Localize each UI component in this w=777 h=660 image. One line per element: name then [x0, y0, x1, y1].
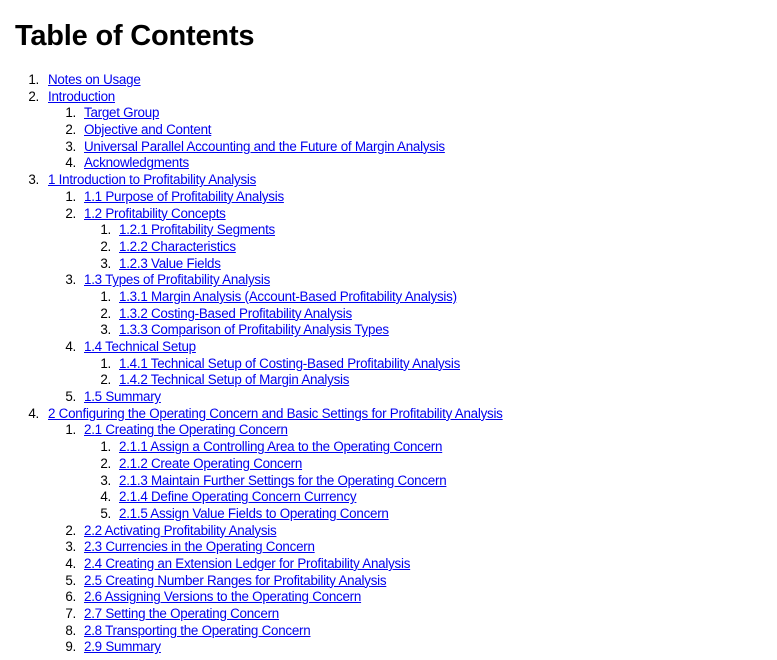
toc-entry	[0, 256, 777, 273]
toc-entry-number: 8.	[65, 622, 76, 638]
toc-entry-link[interactable]: 2.3 Currencies in the Operating Concern	[84, 539, 315, 555]
toc-entry-number: 5.	[100, 505, 111, 521]
page-title: Table of Contents	[15, 20, 255, 52]
toc-entry-number: 1.	[100, 222, 111, 238]
toc-entry-link[interactable]: 2.1.2 Create Operating Concern	[119, 455, 303, 471]
toc-entry-number: 3.	[100, 255, 111, 271]
toc-entry	[0, 172, 777, 189]
toc-entry-number: 1.	[100, 355, 111, 371]
toc-entry-link[interactable]: Acknowledgments	[84, 155, 189, 171]
toc-entry-number: 3.	[65, 138, 76, 154]
toc-entry	[0, 639, 777, 656]
toc-entry	[0, 105, 777, 122]
toc-entry-link[interactable]: 1.4 Technical Setup	[84, 339, 196, 354]
toc-entry	[0, 606, 777, 623]
toc-entry-number: 7.	[65, 606, 76, 621]
toc-entry	[0, 72, 777, 89]
toc-entry-link[interactable]: 2.6 Assigning Versions to the Operating Concern	[84, 589, 362, 605]
toc-entry	[0, 339, 777, 356]
toc-entry-number: 2.	[65, 522, 76, 538]
toc-entry-link[interactable]: 1.3.2 Costing-Based Profitability Analysis	[119, 305, 352, 321]
toc-entry	[0, 523, 777, 540]
toc-entry-number: 3.	[100, 472, 111, 488]
toc-entry-number: 1.	[65, 105, 76, 121]
toc-entry-link[interactable]: 1 Introduction to Profitability Analysis	[48, 172, 257, 188]
toc-entry-number: 2.	[100, 372, 111, 388]
toc-entry	[0, 239, 777, 256]
toc-entry-link[interactable]: 2.1.5 Assign Value Fields to Operating Concern	[119, 505, 389, 521]
toc-entry-number: 3.	[28, 172, 39, 188]
toc-entry-link[interactable]: 1.1 Purpose of Profitability Analysis	[84, 188, 284, 204]
toc-entry	[0, 539, 777, 556]
toc-entry	[0, 422, 777, 439]
toc-entry-link[interactable]: 1.4.1 Technical Setup of Costing-Based Profitability Analysis	[119, 355, 461, 371]
toc-entry	[0, 489, 777, 506]
toc-entry-link[interactable]: 1.3.3 Comparison of Profitability Analysis Types	[119, 322, 389, 338]
toc-entry-link[interactable]: 2.2 Activating Profitability Analysis	[84, 522, 277, 538]
toc-entry-number: 2.	[100, 305, 111, 321]
toc-entry-number: 1.	[28, 72, 39, 87]
toc-entry-link[interactable]: 1.3.1 Margin Analysis (Account-Based Profitability Analysis)	[119, 288, 457, 304]
toc-entry-link[interactable]: 2.1.4 Define Operating Concern Currency	[119, 489, 357, 505]
toc-entry-number: 2.	[65, 122, 76, 138]
toc-entry-number: 2.	[65, 205, 76, 221]
toc-entry	[0, 389, 777, 406]
toc-entry-number: 4.	[28, 405, 39, 421]
toc-entry-link[interactable]: 2.7 Setting the Operating Concern	[84, 606, 279, 621]
toc-entry	[0, 623, 777, 640]
toc-entry-link[interactable]: 2.1.3 Maintain Further Settings for the Operating Concern	[119, 472, 447, 488]
toc-entry-number: 2.	[28, 88, 39, 104]
toc-entry	[0, 506, 777, 523]
toc-entry	[0, 356, 777, 373]
toc-entry	[0, 206, 777, 223]
toc-entry-link[interactable]: 1.2.2 Characteristics	[119, 238, 236, 254]
toc-entry-link[interactable]: Introduction	[48, 88, 115, 104]
toc-entry-number: 3.	[65, 539, 76, 555]
toc-entry-number: 2.	[100, 455, 111, 471]
toc-entry	[0, 322, 777, 339]
toc-entry-link[interactable]: 1.2.3 Value Fields	[119, 255, 221, 271]
toc-entry-number: 2.	[100, 238, 111, 254]
toc-entry-link[interactable]: 1.4.2 Technical Setup of Margin Analysis	[119, 372, 350, 388]
toc-entry	[0, 439, 777, 456]
toc-entry	[0, 122, 777, 139]
toc-entry-number: 3.	[65, 272, 76, 288]
toc-entry-number: 4.	[65, 155, 76, 171]
toc-entry-link[interactable]: Target Group	[84, 105, 160, 121]
toc-entry-number: 1.	[65, 188, 76, 204]
toc-entry-link[interactable]: 2.4 Creating an Extension Ledger for Profitability Analysis	[84, 555, 411, 571]
toc-entry	[0, 222, 777, 239]
toc-entry-number: 1.	[100, 439, 111, 455]
toc-entry	[0, 189, 777, 206]
toc-entry-number: 1.	[65, 422, 76, 438]
toc-entry	[0, 406, 777, 423]
toc-entry	[0, 139, 777, 156]
toc-entry	[0, 89, 777, 106]
toc-entry-number: 3.	[100, 322, 111, 338]
toc-entry-link[interactable]: 2.5 Creating Number Ranges for Profitability Analysis	[84, 572, 387, 588]
toc-entry	[0, 155, 777, 172]
toc-entry-link[interactable]: 2.8 Transporting the Operating Concern	[84, 622, 311, 638]
toc-entry-number: 6.	[65, 589, 76, 605]
toc-entry-link[interactable]: Notes on Usage	[48, 72, 141, 87]
toc-entry	[0, 306, 777, 323]
toc-entry-link[interactable]: 2.9 Summary	[84, 639, 161, 655]
toc-entry-number: 4.	[100, 489, 111, 505]
toc-entry	[0, 589, 777, 606]
toc-entry-number: 9.	[65, 639, 76, 655]
toc-entry-number: 4.	[65, 339, 76, 354]
toc-entry-link[interactable]: Objective and Content	[84, 122, 212, 138]
toc-entry-link[interactable]: 1.5 Summary	[84, 389, 161, 405]
toc-entry	[0, 289, 777, 306]
toc-entry	[0, 573, 777, 590]
toc-entry-link[interactable]: 1.2.1 Profitability Segments	[119, 222, 276, 238]
toc-entry	[0, 473, 777, 490]
table-of-contents	[0, 72, 777, 656]
toc-entry-number: 5.	[65, 389, 76, 405]
toc-entry-link[interactable]: 2.1 Creating the Operating Concern	[84, 422, 288, 438]
toc-entry-number: 5.	[65, 572, 76, 588]
toc-entry-link[interactable]: 2.1.1 Assign a Controlling Area to the Operating Concern	[119, 439, 443, 455]
toc-entry-number: 1.	[100, 288, 111, 304]
toc-entry	[0, 372, 777, 389]
toc-entry-link[interactable]: 2 Configuring the Operating Concern and Basic Settings for Profitability Analysis	[48, 405, 503, 421]
toc-entry	[0, 556, 777, 573]
toc-entry-link[interactable]: Universal Parallel Accounting and the Future of Margin Analysis	[84, 138, 445, 154]
toc-entry-link[interactable]: 1.2 Profitability Concepts	[84, 205, 226, 221]
toc-entry	[0, 456, 777, 473]
toc-entry-number: 4.	[65, 555, 76, 571]
toc-entry	[0, 272, 777, 289]
toc-entry-link[interactable]: 1.3 Types of Profitability Analysis	[84, 272, 271, 288]
